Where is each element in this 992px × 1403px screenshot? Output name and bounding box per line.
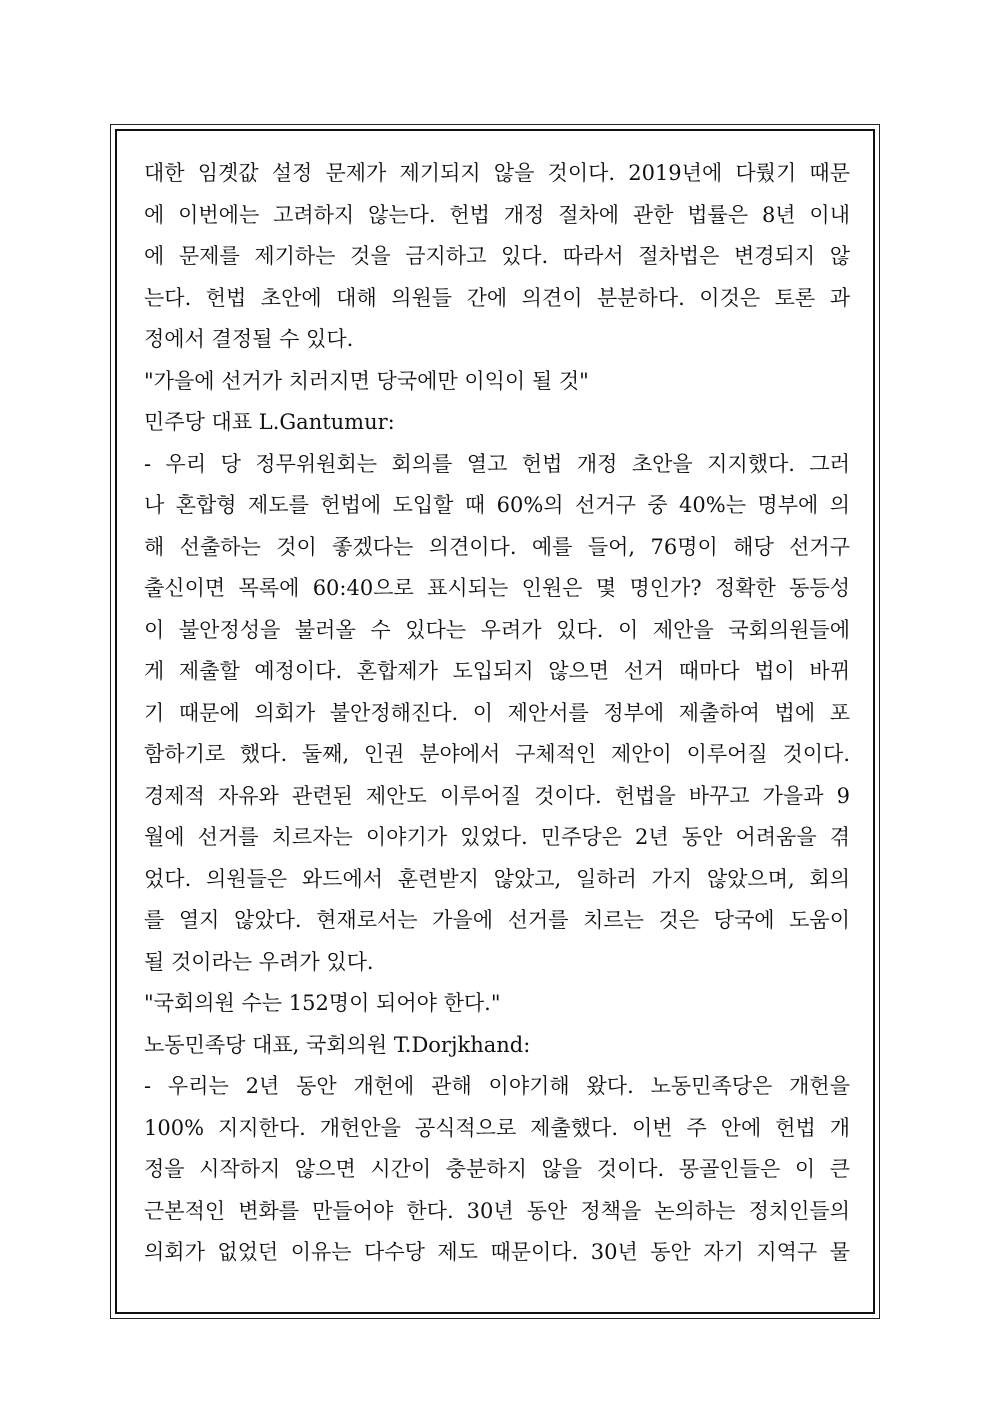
document-body: [144, 153, 850, 1274]
text-line: 100% 지지한다. 개헌안을 공식적으로 제출했다. 이번 주 안에 헌법 개: [144, 1115, 850, 1140]
text-line: 에 이번에는 고려하지 않는다. 헌법 개정 절차에 관한 법률은 8년 이내: [144, 202, 850, 227]
text-line: 이 불안정성을 불러올 수 있다는 우려가 있다. 이 제안을 국회의원들에: [144, 617, 850, 642]
text-line: 정에서 결정될 수 있다.: [144, 327, 354, 351]
text-line: 경제적 자유와 관련된 제안도 이루어질 것이다. 헌법을 바꾸고 가을과 9: [144, 783, 850, 808]
text-line: 정을 시작하지 않으면 시간이 충분하지 않을 것이다. 몽골인들은 이 큰: [144, 1157, 850, 1181]
text-line: 함하기로 했다. 둘째, 인권 분야에서 구체적인 제안이 이루어질 것이다.: [144, 742, 850, 766]
text-line: 었다. 의원들은 와드에서 훈련받지 않았고, 일하러 가지 않았으며, 회의: [144, 866, 850, 891]
text-line: 의회가 없었던 이유는 다수당 제도 때문이다. 30년 동안 자기 지역구 물: [144, 1240, 850, 1264]
text-line: 기 때문에 의회가 불안정해진다. 이 제안서를 정부에 제출하여 법에 포: [144, 700, 850, 725]
text-line: 해 선출하는 것이 좋겠다는 의견이다. 예를 들어, 76명이 해당 선거구: [144, 534, 850, 559]
text-line: - 우리는 2년 동안 개헌에 관해 이야기해 왔다. 노동민족당은 개헌을: [144, 1074, 850, 1098]
text-line: 월에 선거를 치르자는 이야기가 있었다. 민주당은 2년 동안 어려움을 겪: [144, 825, 850, 849]
text-line: 근본적인 변화를 만들어야 한다. 30년 동안 정책을 논의하는 정치인들의: [144, 1198, 850, 1223]
text-line: 대한 임곗값 설정 문제가 제기되지 않을 것이다. 2019년에 다뤘기 때문: [144, 161, 850, 185]
text-line: 나 혼합형 제도를 헌법에 도입할 때 60%의 선거구 중 40%는 명부에 의: [144, 493, 850, 517]
text-line: 될 것이라는 우려가 있다.: [144, 949, 374, 974]
text-line: 는다. 헌법 초안에 대해 의원들 간에 의견이 분분하다. 이것은 토론 과: [144, 285, 850, 310]
text-line: 민주당 대표 L.Gantumur:: [144, 410, 395, 434]
text-line: 노동민족당 대표, 국회의원 T.Dorjkhand:: [144, 1032, 531, 1057]
text-line: 에 문제를 제기하는 것을 금지하고 있다. 따라서 절차법은 변경되지 않: [144, 244, 850, 268]
text-line: - 우리 당 정무위원회는 회의를 열고 헌법 개정 초안을 지지했다. 그러: [144, 451, 850, 476]
text-line: "국회의원 수는 152명이 되어야 한다.": [144, 991, 501, 1015]
text-line: "가을에 선거가 치러지면 당국에만 이익이 될 것": [144, 368, 589, 393]
text-line: 게 제출할 예정이다. 혼합제가 도입되지 않으면 선거 때마다 법이 바뀌: [144, 659, 850, 683]
text-line: 출신이면 목록에 60:40으로 표시되는 인원은 몇 명인가? 정확한 동등성: [144, 576, 850, 600]
text-line: 를 열지 않았다. 현재로서는 가을에 선거를 치르는 것은 당국에 도움이: [144, 908, 850, 932]
